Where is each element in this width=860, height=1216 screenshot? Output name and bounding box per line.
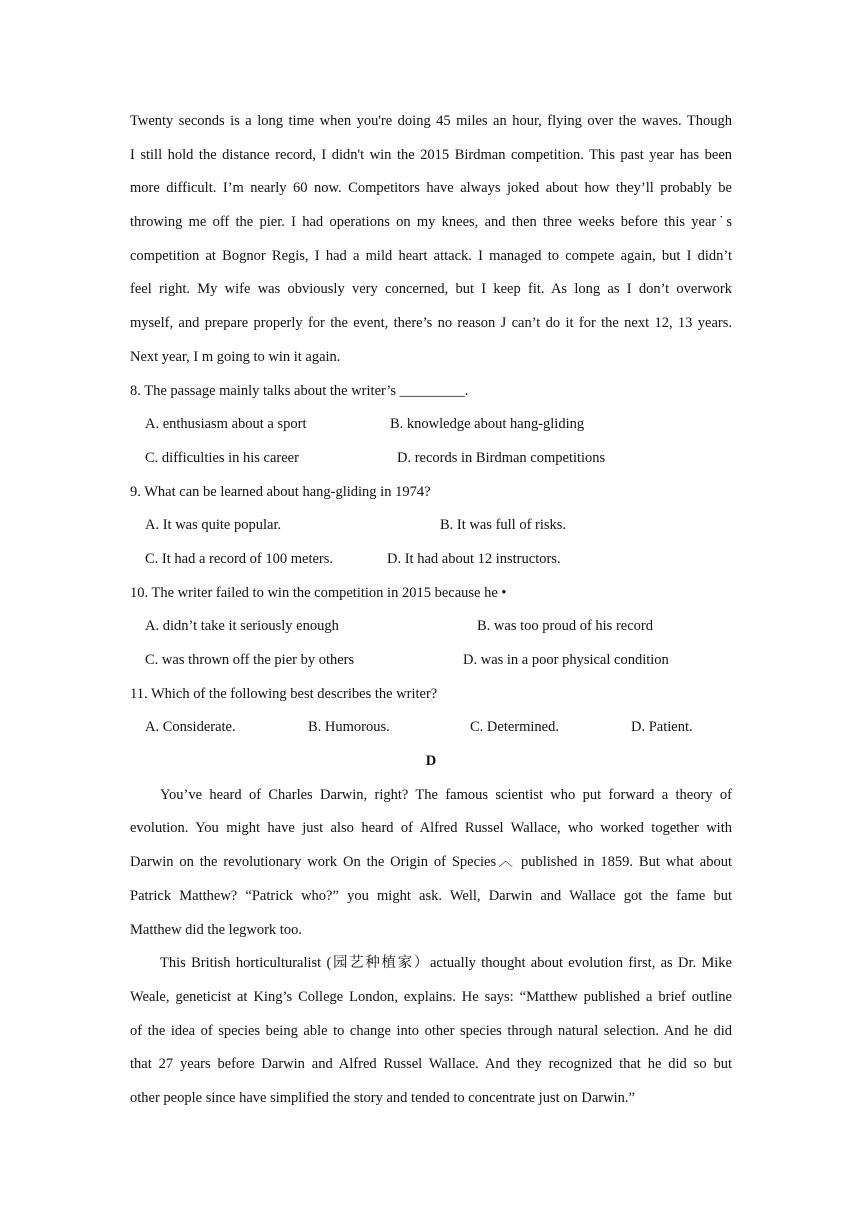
option-a: A. didn’t take it seriously enough [145, 618, 339, 635]
option-a: A. enthusiasm about a sport [145, 416, 307, 433]
options-row [130, 509, 732, 543]
passage-line: that 27 years before Darwin and Alfred Russel Wallace. And they recognized that he did so but [130, 1056, 732, 1073]
question-stem: 9. What can be learned about hang-gliding in 1974? [130, 483, 431, 500]
question-9 [130, 476, 732, 577]
passage-line: Patrick Matthew? “Patrick who?” you might ask. Well, Darwin and Wallace got the fame but [130, 887, 732, 904]
option-c: C. was thrown off the pier by others [145, 652, 355, 668]
passage-line: Weale, geneticist at King’s College London, explains. He says: “Matthew published a brief outline [130, 988, 732, 1005]
options-row [130, 442, 732, 476]
option-a: A. Considerate. [145, 719, 236, 736]
passage-line: feel right. My wife was obviously very concerned, but I keep fit. As long as I don’t overwork [130, 281, 732, 298]
option-d: D. Patient. [631, 719, 693, 736]
passage-line: other people since have simplified the story and tended to concentrate just on Darwin.” [130, 1089, 635, 1106]
passage-line: myself, and prepare properly for the event, there’s no reason J can’t do it for the next 12, 13 years. [130, 315, 732, 332]
exam-page [130, 105, 732, 1116]
passage-line: throwing me off the pier. I had operations on my knees, and then three weeks before this year˙s [130, 214, 732, 231]
question-stem: 11. Which of the following best describes the writer? [130, 685, 438, 702]
option-d: D. was in a poor physical condition [463, 652, 669, 668]
passage-line: Next year, I m going to win it again. [130, 348, 341, 365]
options-row [130, 644, 732, 678]
passage-line: This British horticulturalist (园艺种植家）actually thought about evolution first, as Dr. Mike [160, 955, 732, 972]
passage-line: Darwin on the revolutionary work On the Origin of Species︿ published in 1859. But what about [130, 854, 732, 871]
section-d-paragraph-2 [130, 947, 732, 1115]
passage-line: You’ve heard of Charles Darwin, right? The famous scientist who put forward a theory of [160, 786, 732, 803]
option-d: D. records in Birdman competitions [397, 449, 606, 466]
option-a: A. It was quite popular. [145, 517, 282, 534]
question-11 [130, 678, 732, 745]
section-heading: D [425, 753, 437, 770]
options-row [130, 711, 732, 745]
question-stem: 8. The passage mainly talks about the writer’s _________. [130, 382, 469, 399]
passage-line: competition at Bognor Regis, I had a mild heart attack. I managed to compete again, but I didn’t [130, 247, 732, 264]
question-8 [130, 375, 732, 476]
option-c: C. Determined. [470, 719, 559, 736]
passage-c-paragraph [130, 105, 732, 375]
passage-line: of the idea of species being able to change into other species through natural selection. And he did [130, 1022, 732, 1039]
option-d: D. It had about 12 instructors. [387, 550, 561, 567]
option-b: B. It was full of risks. [440, 517, 567, 534]
options-row [130, 610, 732, 644]
option-b: B. was too proud of his record [477, 618, 653, 635]
passage-line: Twenty seconds is a long time when you're doing 45 miles an hour, flying over the waves. Though [130, 113, 732, 129]
option-b: B. Humorous. [308, 719, 390, 736]
options-row [130, 408, 732, 442]
section-d-paragraph-1 [130, 779, 732, 947]
option-c: C. It had a record of 100 meters. [145, 550, 334, 567]
passage-line: I still hold the distance record, I didn't win the 2015 Birdman competition. This past year has been [130, 146, 732, 163]
option-b: B. knowledge about hang-gliding [390, 416, 585, 433]
option-c: C. difficulties in his career [145, 449, 299, 466]
question-10 [130, 577, 732, 678]
options-row [130, 543, 732, 577]
question-stem: 10. The writer failed to win the competition in 2015 because he • [130, 584, 507, 601]
passage-line: more difficult. I’m nearly 60 now. Competitors have always joked about how they’ll probably be [130, 180, 732, 197]
passage-line: Matthew did the legwork too. [130, 921, 302, 938]
passage-line: evolution. You might have just also heard of Alfred Russel Wallace, who worked together with [130, 820, 732, 837]
